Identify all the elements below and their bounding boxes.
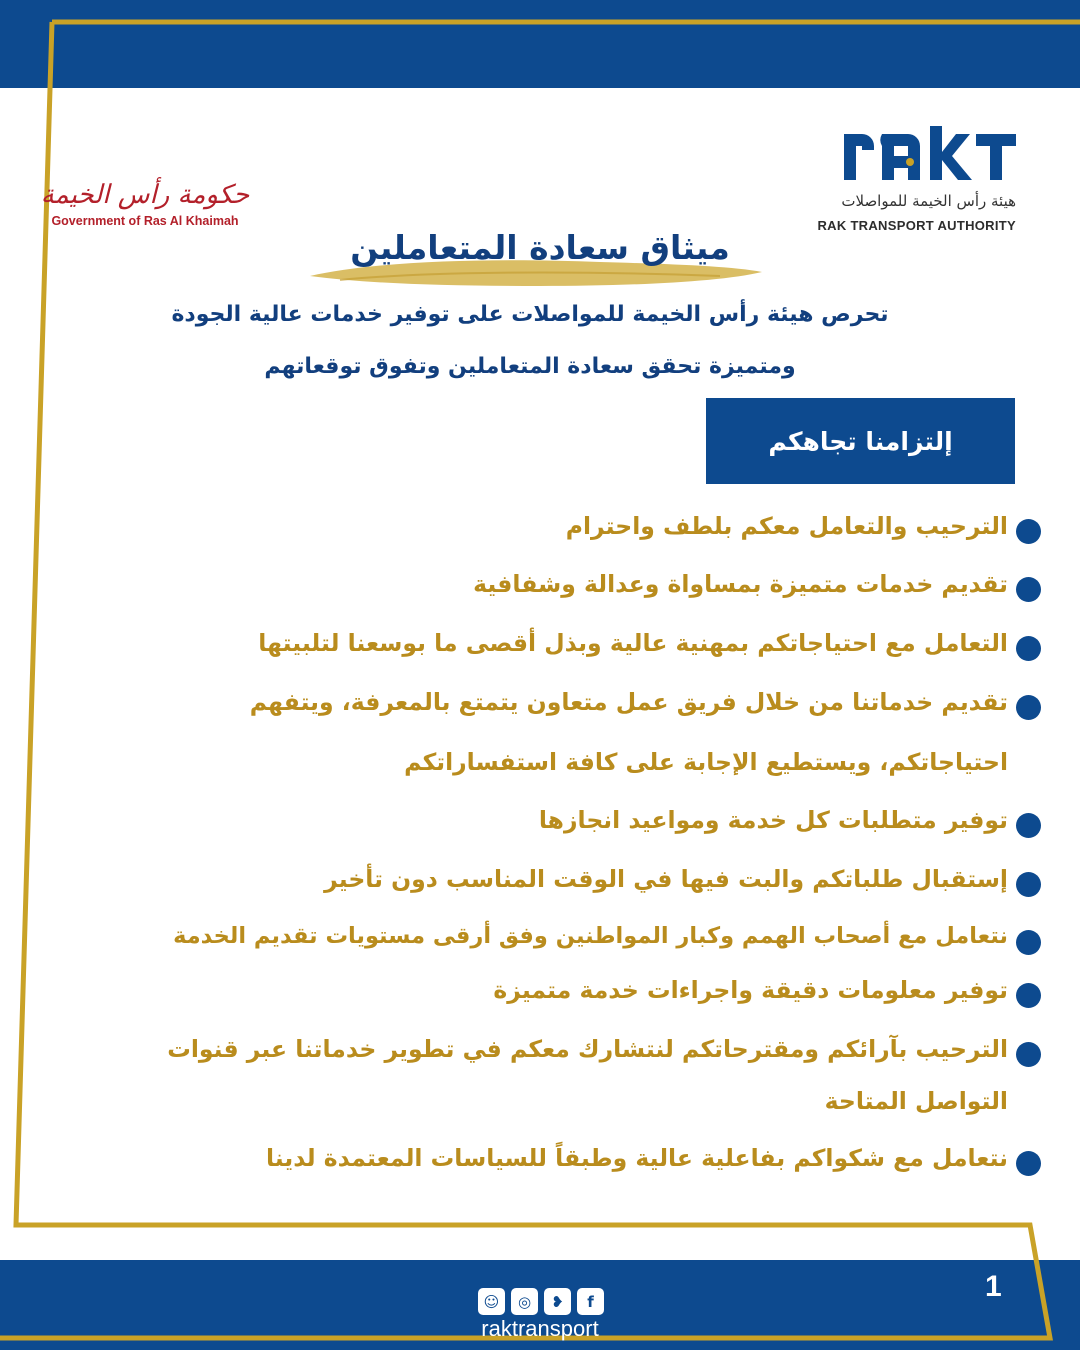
commitment-item: تقديم خدمات متميزة بمساواة وعدالة وشفافية [473,570,1008,598]
social-icons [478,1288,604,1316]
intro-line-1: تحرص هيئة رأس الخيمة للمواصلات على توفير خدمات عالية الجودة [171,302,889,327]
commitment-item: تقديم خدماتنا من خلال فريق عمل متعاون يتمتع بالمعرفة، ويتفهم [249,688,1008,716]
commitment-heading: إلتزامنا تجاهكم [706,398,1015,484]
commitment-item-continued: التواصل المتاحة [824,1087,1008,1115]
commitment-item: نتعامل مع شكواكم بفاعلية عالية وطبقاً للسياسات المعتمدة لدينا [265,1144,1008,1172]
twitter-icon[interactable]: ❥ [544,1288,571,1315]
commitment-item: التعامل مع احتياجاتكم بمهنية عالية وبذل أقصى ما بوسعنا لتلبيتها [258,629,1008,657]
government-english-name: Government of Ras Al Khaimah [51,214,239,228]
page-title: ميثاق سعادة المتعاملين [350,228,730,267]
bullet-dot [1016,813,1041,838]
intro-line-2: ومتميزة تحقق سعادة المتعاملين وتفوق توقعاتهم [264,354,796,379]
bullet-dot [1016,983,1041,1008]
commitment-item: إستقبال طلباتكم والبت فيها في الوقت المناسب دون تأخير [324,865,1008,893]
bullet-dot [1016,695,1041,720]
bullet-dot [1016,1151,1041,1176]
social-handle[interactable]: raktransport [481,1316,599,1341]
snapchat-icon[interactable]: ☺ [478,1288,505,1315]
bullet-dot [1016,872,1041,897]
commitment-item: الترحيب بآرائكم ومقترحاتكم لنتشارك معكم في تطوير خدماتنا عبر قنوات [167,1035,1008,1063]
bullet-dot [1016,519,1041,544]
rakta-english-name: RAK TRANSPORT AUTHORITY [817,218,1016,233]
instagram-icon[interactable]: ◎ [511,1288,538,1315]
page-number: 1 [985,1270,1002,1303]
commitment-item: توفير معلومات دقيقة واجراءات خدمة متميزة [493,976,1008,1004]
government-arabic-name: حكومة رأس الخيمة [40,180,250,210]
commitment-item: توفير متطلبات كل خدمة ومواعيد انجازها [538,806,1008,834]
bullet-dot [1016,930,1041,955]
rakta-arabic-name: هيئة رأس الخيمة للمواصلات [841,192,1016,210]
commitment-item-continued: احتياجاتكم، ويستطيع الإجابة على كافة استفساراتكم [404,748,1008,776]
bullet-dot [1016,577,1041,602]
commitment-item: نتعامل مع أصحاب الهمم وكبار المواطنين وفق أرقى مستويات تقديم الخدمة [173,923,1008,949]
bullet-dot [1016,636,1041,661]
commitment-item: الترحيب والتعامل معكم بلطف واحترام [565,512,1008,540]
bullet-dot [1016,1042,1041,1067]
facebook-icon[interactable]: f [577,1288,604,1315]
